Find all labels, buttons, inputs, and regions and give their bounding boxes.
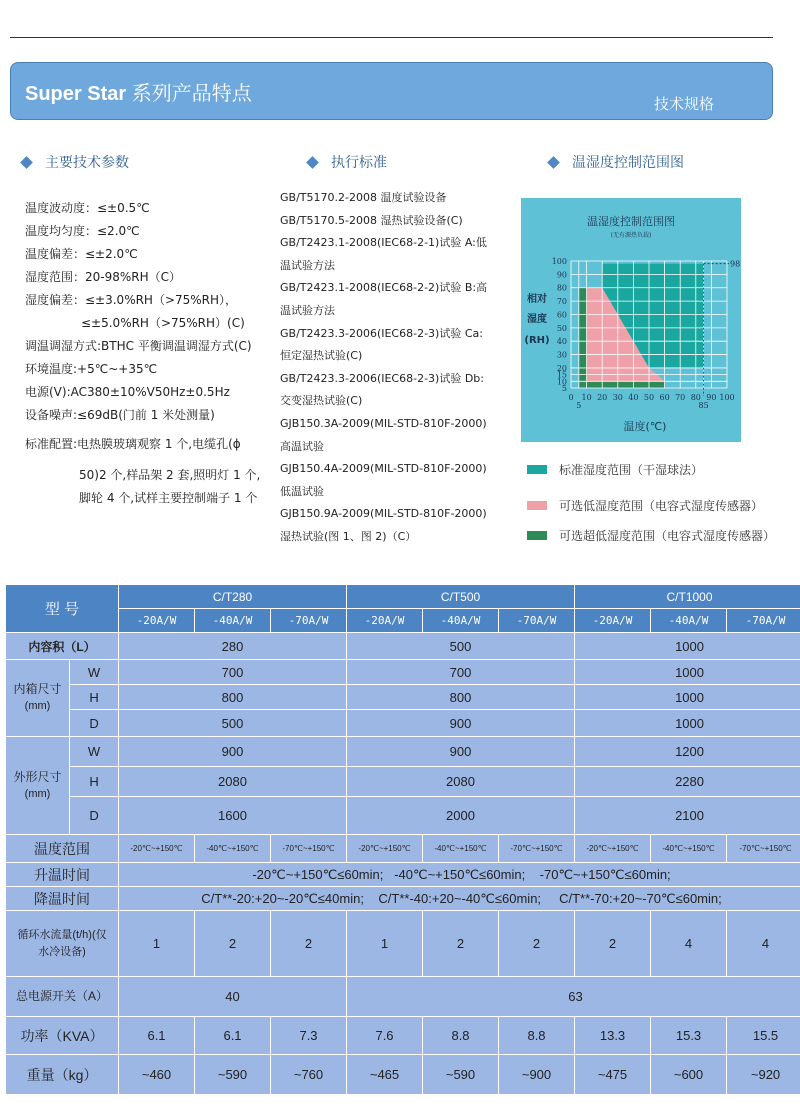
- table-row: [6, 633, 800, 660]
- chart-plot-layer: [552, 257, 740, 410]
- param-line: 温度波动度：≤±0.5℃: [25, 201, 150, 215]
- row-label: 内容积（L）: [6, 633, 119, 660]
- table-cell: 500: [119, 710, 347, 737]
- table-cell: 13.3: [575, 1017, 651, 1055]
- standard-line: 温试验方法: [280, 258, 335, 272]
- table-cell: 1: [119, 911, 195, 977]
- table-cell: 15.5: [727, 1017, 800, 1055]
- table-cell: ~900: [499, 1055, 575, 1095]
- param-line: 调温调湿方式:BTHC 平衡调温调湿方式(C): [25, 339, 252, 353]
- table-cell: 800: [347, 685, 575, 710]
- y-tick-label: 15: [556, 370, 567, 380]
- table-cell: 280: [119, 633, 347, 660]
- table-row: [6, 660, 800, 685]
- table-cell: -70℃~+150℃: [271, 835, 347, 863]
- x-tick-label: 20: [597, 393, 608, 402]
- table-cell: 1600: [119, 797, 347, 835]
- legend-item-low: 可选低湿度范围（电容式湿度传感器）: [527, 497, 763, 514]
- legend-swatch: [527, 531, 547, 540]
- standard-line: 交变湿热试验(C): [280, 394, 363, 408]
- variant-cell: -40A/W: [651, 609, 727, 633]
- title-banner: [10, 62, 773, 120]
- y-axis-label-line: 湿度: [527, 314, 547, 325]
- table-cell: 2: [499, 911, 575, 977]
- row-label: 升温时间: [6, 863, 119, 887]
- row-label: 重量（kg）: [6, 1055, 119, 1095]
- table-cell: 900: [347, 737, 575, 767]
- variant-cell: -20A/W: [347, 609, 423, 633]
- y-axis-label-line: 相对: [527, 294, 547, 305]
- top-rule: [10, 37, 773, 38]
- table-cell: C/T**-20:+20~-20℃≤40min; C/T**-40:+20~-40℃≤60min; C/T**-70:+20~-70℃≤60min;: [119, 887, 800, 911]
- table-row: [6, 977, 800, 1017]
- table-cell: -40℃~+150℃: [423, 835, 499, 863]
- standard-line: 高温试验: [280, 439, 324, 453]
- standard-line: GB/T2423.1-2008(IEC68-2-1)试验 A:低: [280, 236, 487, 250]
- table-cell: 1: [347, 911, 423, 977]
- table-cell: ~600: [651, 1055, 727, 1095]
- table-cell: 2: [575, 911, 651, 977]
- dim-label: H: [70, 767, 119, 797]
- y-tick-label: 50: [556, 323, 567, 333]
- params-list: [25, 197, 285, 510]
- dim-label: D: [70, 797, 119, 835]
- y-tick-label: 40: [556, 337, 567, 347]
- standard-line: 低温试验: [280, 484, 324, 498]
- chart-title: 温湿度控制范围图: [587, 215, 675, 228]
- standard-line: 湿热试验(图 1、图 2)（C）: [280, 529, 417, 543]
- legend-item-ultralow: 可选超低湿度范围（电容式湿度传感器）: [527, 527, 775, 544]
- table-cell: ~465: [347, 1055, 423, 1095]
- variant-cell: -20A/W: [575, 609, 651, 633]
- table-cell: 7.3: [271, 1017, 347, 1055]
- x-tick-label: 85: [698, 401, 709, 410]
- x-tick-label: 70: [675, 393, 686, 402]
- y-tick-label: 10: [556, 377, 567, 387]
- table-cell: 4: [727, 911, 800, 977]
- table-cell: 40: [119, 977, 347, 1017]
- y-tick-label: 80: [556, 283, 567, 293]
- row-label: 内箱尺寸 (mm): [6, 660, 70, 737]
- standards-list: [280, 187, 490, 549]
- table-cell: 2280: [575, 767, 800, 797]
- model-name: C/T1000: [575, 585, 800, 609]
- param-line: 湿度范围：20-98%RH（C）: [25, 270, 182, 284]
- y-tick-label: 70: [556, 297, 567, 307]
- table-row: [6, 585, 800, 609]
- dim-label: D: [70, 710, 119, 737]
- table-row: [6, 710, 800, 737]
- param-line: 50)2 个,样品架 2 套,照明灯 1 个,: [79, 468, 261, 482]
- standard-line: 温试验方法: [280, 303, 335, 317]
- table-cell: 6.1: [195, 1017, 271, 1055]
- x-tick-label: 10: [581, 393, 592, 402]
- table-row: [6, 887, 800, 911]
- diamond-bullet-icon: [306, 156, 319, 169]
- variant-cell: -70A/W: [271, 609, 347, 633]
- standard-line: GB/T2423.3-2006(IEC68-2-3)试验 Ca:: [280, 326, 483, 340]
- table-cell: 15.3: [651, 1017, 727, 1055]
- diamond-bullet-icon: [20, 156, 33, 169]
- table-cell: -70℃~+150℃: [499, 835, 575, 863]
- x-tick-label: 40: [628, 393, 639, 402]
- standard-line: GB/T5170.5-2008 湿热试验设备(C): [280, 213, 463, 227]
- table-cell: ~590: [423, 1055, 499, 1095]
- param-line: 设备噪声:≤69dB(门前 1 米处测量): [25, 408, 215, 422]
- standard-line: 恒定湿热试验(C): [280, 349, 363, 363]
- table-cell: 1000: [575, 710, 800, 737]
- table-cell: 900: [119, 737, 347, 767]
- table-cell: 7.6: [347, 1017, 423, 1055]
- y-tick-label: 90: [556, 270, 567, 280]
- section-heading-chart: 温湿度控制范围图: [549, 152, 684, 172]
- standard-line: GB/T2423.1-2008(IEC68-2-2)试验 B:高: [280, 281, 488, 295]
- x-tick-label: 90: [706, 393, 717, 402]
- y-tick-label: 5: [561, 384, 567, 393]
- x-tick-label: 80: [690, 393, 701, 402]
- table-cell: -40℃~+150℃: [195, 835, 271, 863]
- table-row: [6, 1017, 800, 1055]
- table-row: [6, 835, 800, 863]
- table-cell: 63: [347, 977, 800, 1017]
- table-row: [6, 1055, 800, 1095]
- table-cell: -20℃~+150℃≤60min; -40℃~+150℃≤60min; -70℃~+150℃≤60min;: [119, 863, 800, 887]
- x-tick-label: 60: [659, 393, 670, 402]
- variant-cell: -20A/W: [119, 609, 195, 633]
- standard-line: GB/T2423.3-2006(IEC68-2-3)试验 Db:: [280, 371, 484, 385]
- table-cell: 1200: [575, 737, 800, 767]
- humidity-chart-svg: [521, 198, 741, 442]
- table-cell: ~920: [727, 1055, 800, 1095]
- y-tick-label: 100: [551, 257, 567, 266]
- table-cell: 2000: [347, 797, 575, 835]
- x-tick-label: 50: [643, 393, 655, 402]
- table-cell: ~590: [195, 1055, 271, 1095]
- standard-line: GB/T5170.2-2008 温度试验设备: [280, 191, 447, 204]
- legend-swatch: [527, 465, 547, 474]
- dim-label: W: [70, 660, 119, 685]
- variant-cell: -70A/W: [499, 609, 575, 633]
- table-cell: 900: [347, 710, 575, 737]
- table-cell: -70℃~+150℃: [727, 835, 800, 863]
- spec-table: [5, 584, 800, 1095]
- table-cell: ~760: [271, 1055, 347, 1095]
- legend-swatch: [527, 501, 547, 510]
- row-label: 循环水流量(t/h)(仅水冷设备): [6, 911, 119, 977]
- x-tick-label: 5: [576, 401, 582, 410]
- variant-cell: -40A/W: [195, 609, 271, 633]
- standard-line: GJB150.9A-2009(MIL-STD-810F-2000): [280, 507, 487, 521]
- row-label: 外形尺寸 (mm): [6, 737, 70, 835]
- y-tick-label: 60: [556, 310, 567, 320]
- table-cell: -40℃~+150℃: [651, 835, 727, 863]
- x-axis-label: 温度(℃): [623, 420, 667, 433]
- model-name: C/T500: [347, 585, 575, 609]
- table-cell: 2: [271, 911, 347, 977]
- annotation-label: 98: [730, 259, 741, 269]
- table-row: [6, 911, 800, 977]
- table-cell: 1000: [575, 685, 800, 710]
- param-line: 环境温度:+5℃~+35℃: [25, 362, 158, 376]
- legend-item-standard: 标准湿度范围（干湿球法）: [527, 461, 703, 478]
- section-heading-standards: 执行标准: [308, 152, 387, 172]
- table-row: [6, 609, 800, 633]
- table-cell: -20℃~+150℃: [575, 835, 651, 863]
- table-cell: 2: [423, 911, 499, 977]
- y-tick-label: 30: [556, 350, 567, 360]
- table-cell: 6.1: [119, 1017, 195, 1055]
- table-cell: 1000: [575, 633, 800, 660]
- diamond-bullet-icon: [547, 156, 560, 169]
- table-cell: ~475: [575, 1055, 651, 1095]
- standard-line: GJB150.3A-2009(MIL-STD-810F-2000): [280, 416, 487, 430]
- table-row: [6, 685, 800, 710]
- model-header: 型 号: [6, 585, 119, 633]
- table-cell: 1000: [575, 660, 800, 685]
- banner-subtitle: 技术规格: [653, 95, 714, 113]
- x-tick-label: 100: [719, 393, 735, 402]
- table-cell: 2: [195, 911, 271, 977]
- model-name: C/T280: [119, 585, 347, 609]
- table-row: [6, 797, 800, 835]
- variant-cell: -70A/W: [727, 609, 800, 633]
- row-label: 温度范围: [6, 835, 119, 863]
- table-cell: 500: [347, 633, 575, 660]
- table-cell: 8.8: [423, 1017, 499, 1055]
- table-row: [6, 767, 800, 797]
- row-label: 总电源开关（A）: [6, 977, 119, 1017]
- standard-line: GJB150.4A-2009(MIL-STD-810F-2000): [280, 462, 487, 476]
- table-cell: ~460: [119, 1055, 195, 1095]
- row-label: 功率（KVA）: [6, 1017, 119, 1055]
- table-cell: 2080: [119, 767, 347, 797]
- table-cell: 800: [119, 685, 347, 710]
- y-axis-label-line: (RH): [524, 335, 550, 346]
- param-line: 脚轮 4 个,试样主要控制端子 1 个: [79, 491, 258, 505]
- param-line: 标准配置:电热膜玻璃观察 1 个,电缆孔(ϕ: [25, 437, 241, 451]
- humidity-chart: [521, 198, 741, 442]
- chart-subtitle: (无有源热负载): [610, 232, 652, 239]
- table-cell: 4: [651, 911, 727, 977]
- banner-title: Super Star 系列产品特点: [25, 83, 252, 105]
- table-cell: 700: [347, 660, 575, 685]
- x-tick-label: 30: [612, 393, 623, 402]
- table-cell: 8.8: [499, 1017, 575, 1055]
- table-row: [6, 863, 800, 887]
- param-line: 湿度偏差：≤±3.0%RH（>75%RH），: [25, 293, 238, 307]
- row-label: 降温时间: [6, 887, 119, 911]
- table-cell: 2080: [347, 767, 575, 797]
- section-heading-params: 主要技术参数: [22, 152, 129, 172]
- dim-label: H: [70, 685, 119, 710]
- x-tick-label: 0: [568, 393, 574, 402]
- table-cell: 700: [119, 660, 347, 685]
- param-line: 电源(V):AC380±10%V50Hz±0.5Hz: [25, 385, 230, 399]
- param-line: ≤±5.0%RH（>75%RH）(C): [81, 316, 245, 330]
- variant-cell: -40A/W: [423, 609, 499, 633]
- table-cell: -20℃~+150℃: [347, 835, 423, 863]
- param-line: 温度偏差：≤±2.0℃: [25, 247, 138, 261]
- dim-label: W: [70, 737, 119, 767]
- table-row: [6, 737, 800, 767]
- table-cell: -20℃~+150℃: [119, 835, 195, 863]
- table-cell: 2100: [575, 797, 800, 835]
- y-tick-label: 20: [556, 363, 567, 373]
- param-line: 温度均匀度：≤2.0℃: [25, 224, 140, 238]
